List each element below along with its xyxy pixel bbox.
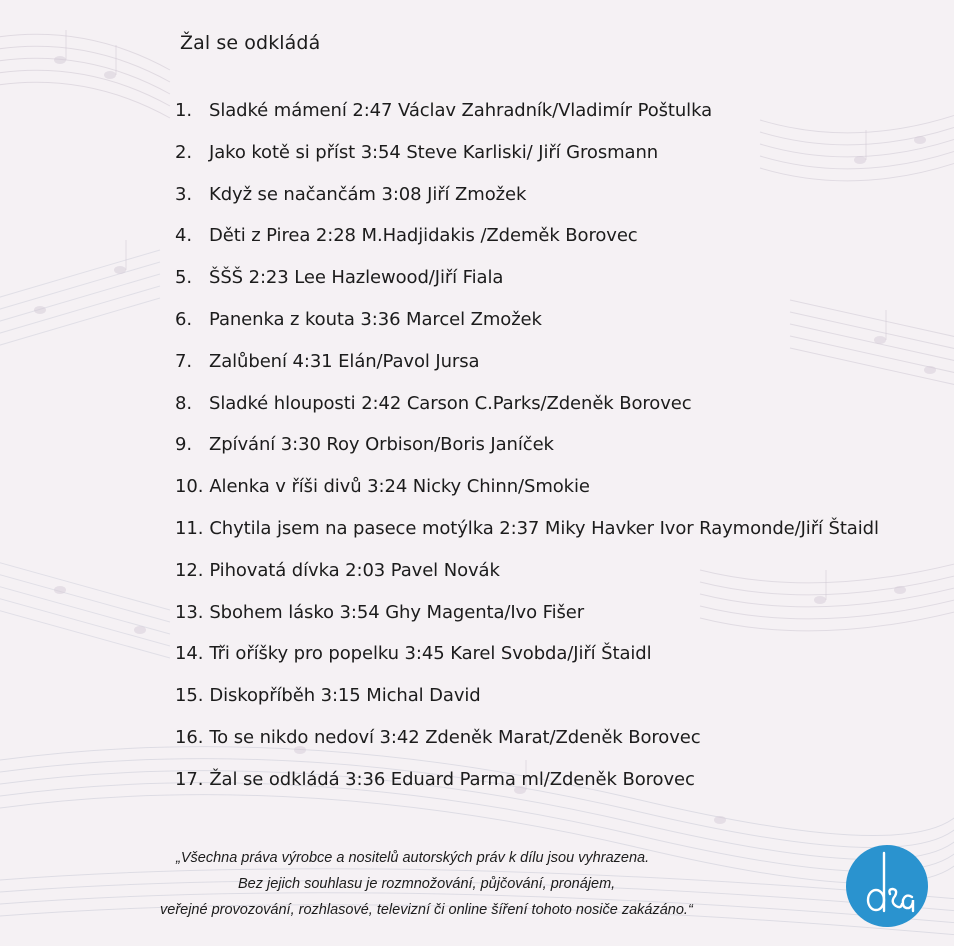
track-item — [175, 307, 879, 349]
track-number: 14. — [175, 643, 204, 665]
track-number: 2. — [175, 141, 192, 163]
track-item — [175, 182, 879, 224]
track-item — [175, 432, 879, 474]
track-item — [175, 265, 879, 307]
track-text: Jako kotě si příst 3:54 Steve Karliski/ Jiří Grosmann — [209, 141, 659, 163]
track-number: 7. — [175, 350, 192, 372]
track-number: 12. — [175, 559, 204, 581]
rights-notice-line-2: Bez jejich souhlasu je rozmnožování, půjčování, pronájem, — [238, 876, 616, 892]
track-number: 9. — [175, 434, 192, 456]
track-item — [175, 98, 879, 140]
track-item — [175, 725, 879, 767]
track-text: Zalůbení 4:31 Elán/Pavol Jursa — [209, 350, 480, 372]
track-number: 17. — [175, 768, 204, 790]
track-number: 13. — [175, 601, 204, 623]
rights-notice-line-3: veřejné provozování, rozhlasové, televizní či online šíření tohoto nosiče zakázáno.“ — [160, 902, 693, 918]
track-number: 16. — [175, 726, 204, 748]
track-list — [175, 98, 879, 809]
track-text: Když se načančám 3:08 Jiří Zmožek — [209, 183, 527, 205]
track-item — [175, 767, 879, 809]
track-number: 4. — [175, 225, 192, 247]
track-item — [175, 349, 879, 391]
track-number: 1. — [175, 100, 192, 121]
track-item — [175, 223, 879, 265]
track-item — [175, 600, 879, 642]
track-text: Diskopříběh 3:15 Michal David — [209, 685, 481, 707]
track-item — [175, 516, 879, 558]
track-text: Panenka z kouta 3:36 Marcel Zmožek — [209, 308, 542, 330]
track-number: 3. — [175, 183, 192, 205]
track-item — [175, 391, 879, 433]
track-text: Sladké mámení 2:47 Václav Zahradník/Vladimír Poštulka — [209, 100, 713, 121]
album-title: Žal se odkládá — [180, 32, 321, 54]
track-item — [175, 140, 879, 182]
track-text: Sladké hlouposti 2:42 Carson C.Parks/Zdeněk Borovec — [209, 392, 692, 414]
track-text: Zpívání 3:30 Roy Orbison/Boris Janíček — [209, 434, 554, 456]
track-item — [175, 474, 879, 516]
track-number: 5. — [175, 267, 192, 289]
track-number: 11. — [175, 517, 204, 539]
track-text: Děti z Pirea 2:28 M.Hadjidakis /Zdeměk Borovec — [209, 225, 638, 247]
track-text: To se nikdo nedoví 3:42 Zdeněk Marat/Zdeněk Borovec — [209, 726, 701, 748]
track-text: Žal se odkládá 3:36 Eduard Parma ml/Zdeněk Borovec — [209, 768, 695, 790]
track-text: Sbohem lásko 3:54 Ghy Magenta/Ivo Fišer — [209, 601, 585, 623]
track-number: 8. — [175, 392, 192, 414]
track-number: 10. — [175, 476, 204, 498]
track-text: ŠŠŠ 2:23 Lee Hazlewood/Jiří Fiala — [209, 267, 504, 289]
osa-logo-circle — [846, 845, 928, 927]
track-item — [175, 641, 879, 683]
track-text: Alenka v říši divů 3:24 Nicky Chinn/Smokie — [209, 476, 590, 498]
track-text: Pihovatá dívka 2:03 Pavel Novák — [209, 559, 500, 581]
track-item — [175, 683, 879, 725]
osa-logo-icon — [846, 845, 928, 927]
track-text: Tři oříšky pro popelku 3:45 Karel Svobda/Jiří Štaidl — [209, 643, 652, 665]
rights-notice-line-1: „Všechna práva výrobce a nositelů autorských práv k dílu jsou vyhrazena. — [176, 850, 650, 866]
track-number: 15. — [175, 685, 204, 707]
track-number: 6. — [175, 308, 192, 330]
track-item — [175, 558, 879, 600]
track-text: Chytila jsem na pasece motýlka 2:37 Miky Havker Ivor Raymonde/Jiří Štaidl — [209, 517, 879, 539]
